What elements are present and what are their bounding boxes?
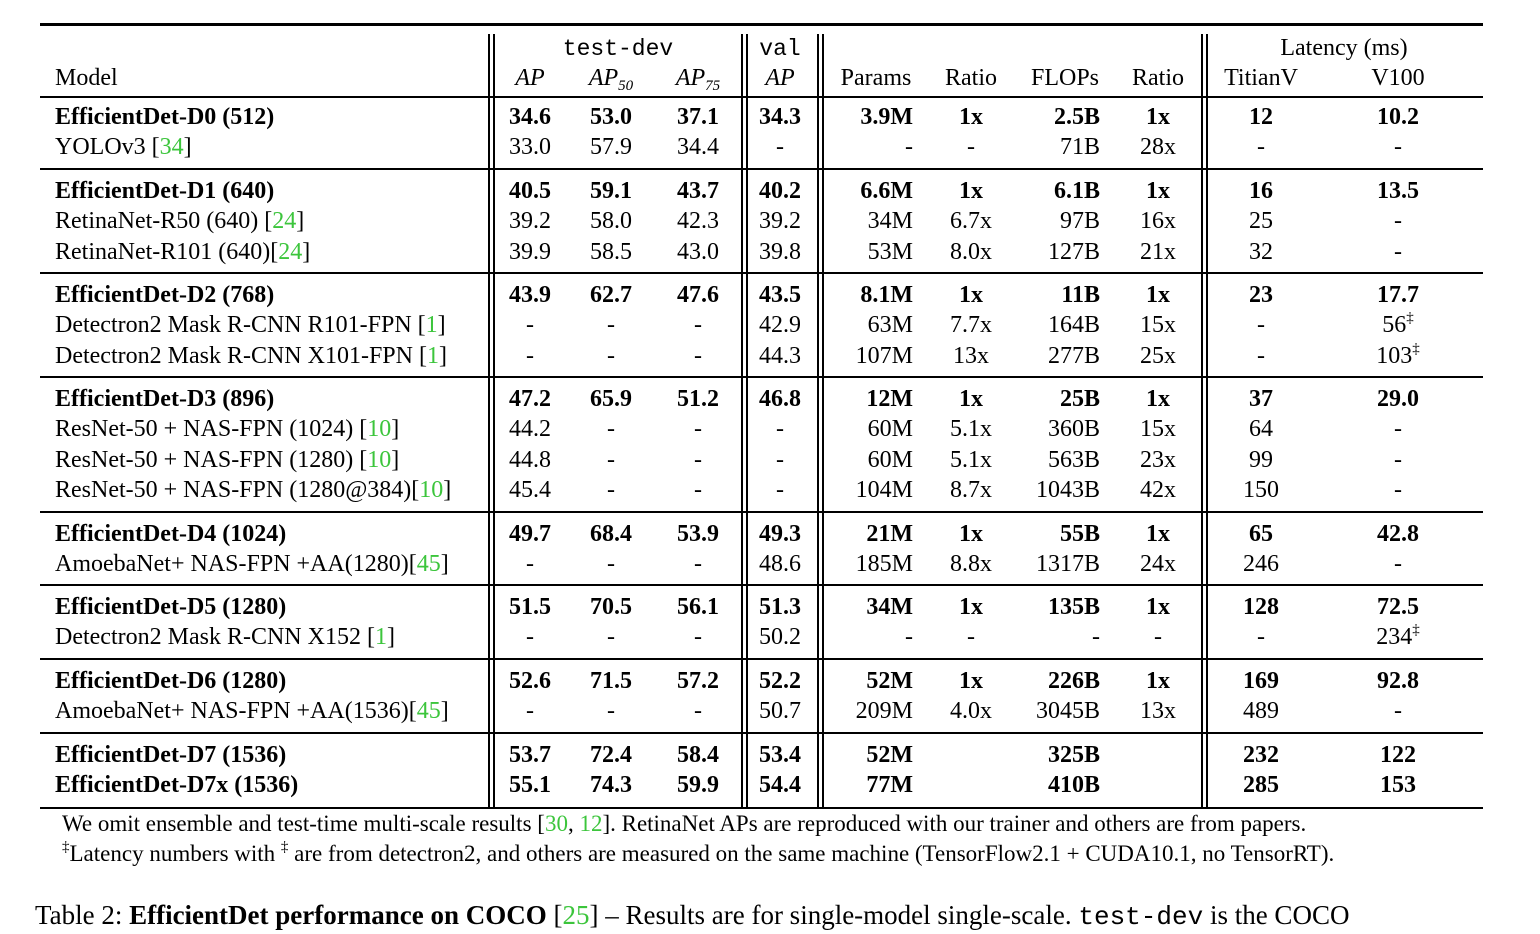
cell-v100: -: [1394, 208, 1402, 235]
group-rule: [40, 376, 1483, 378]
group-rule: [40, 272, 1483, 274]
cell-params: 185M: [855, 551, 913, 578]
citation-link[interactable]: 34: [159, 134, 184, 161]
group-rule: [40, 584, 1483, 586]
cell-v100: 56‡: [1382, 310, 1414, 339]
cell-ap50: -: [607, 551, 615, 578]
cell-ap50: -: [607, 624, 615, 651]
cell-model: AmoebaNet+ NAS-FPN +AA(1536)[45]: [55, 698, 449, 725]
cell-v100: -: [1394, 238, 1402, 265]
cell-flops-ratio: 1x: [1146, 282, 1170, 308]
cell-model: EfficientDet-D6 (1280): [55, 668, 287, 694]
cell-val-ap: 42.9: [759, 312, 801, 339]
header-params-ratio: Ratio: [945, 65, 997, 91]
citation-link[interactable]: 25: [562, 900, 590, 930]
cell-val-ap: 39.2: [759, 208, 801, 235]
cell-params-ratio: 5.1x: [950, 446, 992, 473]
cell-flops: 127B: [1047, 238, 1100, 265]
cell-ap: -: [526, 551, 534, 578]
cell-v100: 42.8: [1377, 521, 1419, 547]
cell-ap: 44.2: [509, 416, 551, 443]
note-line-1: We omit ensemble and test-time multi-scale results [30, 12]. RetinaNet APs are reproduced with our trainer and others are from papers.: [62, 811, 1307, 836]
cell-flops: 1043B: [1035, 477, 1100, 504]
cell-params-ratio: 6.7x: [950, 208, 992, 235]
cell-params: 107M: [855, 342, 913, 369]
cell-titanv: 169: [1243, 668, 1279, 694]
citation-link[interactable]: 45: [416, 698, 441, 725]
cell-ap50: -: [607, 342, 615, 369]
cell-params-ratio: 8.7x: [950, 477, 992, 504]
cell-ap75: 42.3: [677, 208, 719, 235]
cell-flops: 71B: [1059, 134, 1100, 161]
cell-flops: 6.1B: [1053, 178, 1100, 204]
cell-val-ap: -: [776, 446, 784, 473]
header-v100: V100: [1371, 65, 1425, 91]
cell-val-ap: 53.4: [759, 742, 801, 768]
cell-ap75: 57.2: [677, 668, 719, 694]
cell-v100: 72.5: [1377, 594, 1419, 620]
cell-model: EfficientDet-D2 (768): [55, 282, 275, 308]
citation-link[interactable]: 10: [419, 477, 444, 504]
cell-titanv: 285: [1243, 772, 1279, 799]
cell-v100: -: [1394, 698, 1402, 725]
header-flops-ratio: Ratio: [1132, 65, 1184, 91]
cell-flops: 3045B: [1035, 698, 1100, 725]
cell-flops-ratio: 16x: [1140, 208, 1176, 235]
cell-ap: 45.4: [509, 477, 551, 504]
cell-params: 8.1M: [860, 282, 913, 308]
cell-val-ap: -: [776, 477, 784, 504]
header-val: val: [759, 36, 801, 62]
cell-model: ResNet-50 + NAS-FPN (1280@384)[10]: [55, 477, 452, 504]
cell-flops: 410B: [1047, 772, 1100, 799]
header-ap: AP: [515, 65, 545, 91]
citation-link[interactable]: 1: [374, 624, 387, 651]
cell-flops-ratio: -: [1154, 624, 1162, 651]
cell-ap: -: [526, 624, 534, 651]
cell-ap: 53.7: [509, 742, 551, 768]
cell-v100: 103‡: [1376, 340, 1420, 369]
cell-ap: 40.5: [509, 178, 551, 204]
cell-v100: 234‡: [1376, 622, 1420, 651]
cell-ap: 39.2: [509, 208, 551, 235]
cell-val-ap: 50.2: [759, 624, 801, 651]
header-val-ap: AP: [765, 65, 795, 91]
cell-ap75: -: [694, 624, 702, 651]
cell-ap: 33.0: [509, 134, 551, 161]
cell-ap: 39.9: [509, 238, 551, 265]
cell-titanv: -: [1257, 342, 1265, 369]
top-rule: [40, 23, 1483, 26]
cell-titanv: 16: [1249, 178, 1273, 204]
cell-params: -: [905, 624, 913, 651]
cell-titanv: 232: [1243, 742, 1279, 768]
cell-params: 52M: [866, 668, 913, 694]
citation-link[interactable]: 24: [272, 208, 297, 235]
group-rule: [40, 732, 1483, 734]
cell-v100: 29.0: [1377, 386, 1419, 412]
cell-flops: 25B: [1059, 386, 1100, 412]
cell-ap: 34.6: [509, 104, 551, 130]
cell-v100: -: [1394, 477, 1402, 504]
cell-val-ap: 39.8: [759, 238, 801, 265]
cell-params-ratio: 7.7x: [950, 312, 992, 339]
cell-ap75: -: [694, 551, 702, 578]
citation-link[interactable]: 30: [544, 811, 568, 836]
cell-titanv: 23: [1249, 282, 1273, 308]
cell-ap75: 53.9: [677, 521, 719, 547]
group-rule: [40, 96, 1483, 98]
cell-flops: 11B: [1061, 282, 1100, 308]
cell-titanv: 12: [1249, 104, 1273, 130]
cell-val-ap: 46.8: [759, 386, 801, 412]
cell-flops: 1317B: [1035, 551, 1100, 578]
cell-params: 34M: [866, 594, 913, 620]
cell-flops: 55B: [1059, 521, 1100, 547]
cell-val-ap: -: [776, 416, 784, 443]
cell-ap: 55.1: [509, 772, 551, 799]
cell-ap: 52.6: [509, 668, 551, 694]
cell-flops: 135B: [1047, 594, 1100, 620]
cell-ap: 51.5: [509, 594, 551, 620]
cell-flops: 226B: [1047, 668, 1100, 694]
cell-titanv: 246: [1243, 551, 1279, 578]
column-rule: [741, 34, 743, 807]
cell-params-ratio: 1x: [959, 386, 983, 412]
header-titanv: TitianV: [1224, 65, 1298, 91]
cell-val-ap: 44.3: [759, 342, 801, 369]
cell-v100: 10.2: [1377, 104, 1419, 130]
cell-params: 60M: [867, 416, 913, 443]
cell-ap75: 59.9: [677, 772, 719, 799]
cell-flops-ratio: 1x: [1146, 594, 1170, 620]
cell-params: 53M: [867, 238, 913, 265]
cell-ap75: -: [694, 446, 702, 473]
cell-titanv: 25: [1249, 208, 1273, 235]
citation-link[interactable]: 1: [425, 312, 438, 339]
header-latency: Latency (ms): [1280, 35, 1408, 61]
cell-params-ratio: 1x: [959, 668, 983, 694]
cell-val-ap: 54.4: [759, 772, 801, 799]
cell-model: EfficientDet-D3 (896): [55, 386, 275, 412]
cell-titanv: 32: [1249, 238, 1273, 265]
cell-params: 104M: [855, 477, 913, 504]
group-rule: [40, 658, 1483, 660]
cell-val-ap: 43.5: [759, 282, 801, 308]
cell-val-ap: 50.7: [759, 698, 801, 725]
header-params: Params: [840, 65, 912, 91]
cell-params-ratio: 1x: [959, 178, 983, 204]
cell-ap75: -: [694, 477, 702, 504]
cell-titanv: 150: [1243, 477, 1279, 504]
cell-params-ratio: 8.0x: [950, 238, 992, 265]
cell-val-ap: 40.2: [759, 178, 801, 204]
column-rule: [1201, 34, 1203, 807]
column-rule: [1206, 34, 1208, 807]
cell-params: 34M: [867, 208, 913, 235]
cell-model: EfficientDet-D7 (1536): [55, 742, 287, 768]
cell-params: 63M: [867, 312, 913, 339]
cell-ap50: 71.5: [590, 668, 632, 694]
cell-ap50: -: [607, 312, 615, 339]
cell-ap50: -: [607, 698, 615, 725]
cell-val-ap: 51.3: [759, 594, 801, 620]
cell-v100: 122: [1380, 742, 1416, 768]
cell-titanv: 37: [1249, 386, 1273, 412]
cell-model: RetinaNet-R101 (640)[24]: [55, 238, 311, 265]
cell-model: ResNet-50 + NAS-FPN (1280) [10]: [55, 446, 400, 473]
cell-params: 6.6M: [860, 178, 913, 204]
cell-ap50: 58.5: [590, 238, 632, 265]
cell-flops-ratio: 24x: [1140, 551, 1176, 578]
cell-val-ap: 34.3: [759, 104, 801, 130]
cell-model: ResNet-50 + NAS-FPN (1024) [10]: [55, 416, 400, 443]
cell-params: 21M: [866, 521, 913, 547]
cell-v100: -: [1394, 134, 1402, 161]
cell-ap50: 65.9: [590, 386, 632, 412]
cell-ap75: -: [694, 342, 702, 369]
cell-titanv: -: [1257, 134, 1265, 161]
cell-flops-ratio: 28x: [1140, 134, 1176, 161]
header-ap50: $AP_{50}$: [588, 65, 634, 94]
cell-v100: 13.5: [1377, 178, 1419, 204]
cell-ap75: -: [694, 312, 702, 339]
cell-titanv: 128: [1243, 594, 1279, 620]
table-caption: Table 2: EfficientDet performance on COCO [25] – Results are for single-model single-scale. test-dev is the COCO: [35, 900, 1350, 932]
cell-titanv: 99: [1249, 446, 1273, 473]
cell-flops-ratio: 1x: [1146, 668, 1170, 694]
cell-ap75: 51.2: [677, 386, 719, 412]
cell-params: -: [905, 134, 913, 161]
cell-model: EfficientDet-D1 (640): [55, 178, 275, 204]
cell-val-ap: 49.3: [759, 521, 801, 547]
cell-ap50: 59.1: [590, 178, 632, 204]
cell-ap50: 53.0: [590, 104, 632, 130]
cell-ap: 44.8: [509, 446, 551, 473]
cell-ap50: 58.0: [590, 208, 632, 235]
cell-ap50: -: [607, 416, 615, 443]
cell-flops-ratio: 1x: [1146, 178, 1170, 204]
group-rule: [40, 168, 1483, 170]
cell-flops: 360B: [1047, 416, 1100, 443]
cell-flops: 563B: [1047, 446, 1100, 473]
header-ap75: $AP_{75}$: [675, 65, 721, 94]
cell-ap75: 58.4: [677, 742, 719, 768]
cell-model: Detectron2 Mask R-CNN X152 [1]: [55, 624, 395, 651]
header-model: Model: [55, 65, 118, 91]
column-rule: [822, 34, 824, 807]
cell-model: AmoebaNet+ NAS-FPN +AA(1280)[45]: [55, 551, 449, 578]
cell-flops-ratio: 15x: [1140, 416, 1176, 443]
cell-ap50: 72.4: [590, 742, 632, 768]
citation-link[interactable]: 24: [278, 238, 303, 265]
cell-titanv: 65: [1249, 521, 1273, 547]
cell-params-ratio: 13x: [953, 342, 989, 369]
cell-ap50: 57.9: [590, 134, 632, 161]
cell-flops-ratio: 23x: [1140, 446, 1176, 473]
citation-link[interactable]: 10: [367, 416, 392, 443]
cell-flops-ratio: 21x: [1140, 238, 1176, 265]
cell-model: Detectron2 Mask R-CNN X101-FPN [1]: [55, 342, 447, 369]
cell-titanv: -: [1257, 624, 1265, 651]
column-rule: [817, 34, 819, 807]
cell-flops: 2.5B: [1053, 104, 1100, 130]
cell-v100: 92.8: [1377, 668, 1419, 694]
cell-ap: -: [526, 698, 534, 725]
cell-params: 209M: [855, 698, 913, 725]
cell-titanv: 64: [1249, 416, 1273, 443]
cell-v100: -: [1394, 416, 1402, 443]
cell-params: 60M: [867, 446, 913, 473]
cell-ap: 43.9: [509, 282, 551, 308]
column-rule: [493, 34, 495, 807]
cell-model: RetinaNet-R50 (640) [24]: [55, 208, 305, 235]
cell-ap50: 62.7: [590, 282, 632, 308]
cell-ap50: -: [607, 446, 615, 473]
cell-titanv: 489: [1243, 698, 1279, 725]
header-testdev: test-dev: [562, 36, 674, 62]
cell-params-ratio: 1x: [959, 104, 983, 130]
cell-model: EfficientDet-D0 (512): [55, 104, 275, 130]
cell-flops-ratio: 1x: [1146, 521, 1170, 547]
cell-ap: 49.7: [509, 521, 551, 547]
cell-ap75: 56.1: [677, 594, 719, 620]
cell-params-ratio: 5.1x: [950, 416, 992, 443]
citation-link[interactable]: 12: [579, 811, 603, 836]
cell-params: 77M: [866, 772, 913, 799]
cell-model: EfficientDet-D5 (1280): [55, 594, 287, 620]
cell-params-ratio: 1x: [959, 282, 983, 308]
cell-flops-ratio: 13x: [1140, 698, 1176, 725]
cell-ap75: -: [694, 416, 702, 443]
citation-link[interactable]: 45: [416, 551, 441, 578]
citation-link[interactable]: 1: [426, 342, 439, 369]
cell-params: 12M: [866, 386, 913, 412]
header-flops: FLOPs: [1030, 65, 1100, 91]
cell-ap75: 47.6: [677, 282, 719, 308]
cell-ap50: 70.5: [590, 594, 632, 620]
cell-model: Detectron2 Mask R-CNN R101-FPN [1]: [55, 312, 446, 339]
cell-ap50: -: [607, 477, 615, 504]
cell-flops: -: [1092, 624, 1100, 651]
cell-params-ratio: 4.0x: [950, 698, 992, 725]
cell-flops: 277B: [1047, 342, 1100, 369]
cell-v100: -: [1394, 551, 1402, 578]
cell-model: EfficientDet-D7x (1536): [55, 772, 299, 799]
column-rule: [488, 34, 490, 807]
cell-ap: -: [526, 342, 534, 369]
cell-ap75: 43.7: [677, 178, 719, 204]
cell-params-ratio: 1x: [959, 521, 983, 547]
cell-v100: 17.7: [1377, 282, 1419, 308]
cell-params: 52M: [866, 742, 913, 768]
cell-flops: 325B: [1047, 742, 1100, 768]
group-rule: [40, 511, 1483, 513]
cell-flops-ratio: 1x: [1146, 386, 1170, 412]
cell-ap: 47.2: [509, 386, 551, 412]
cell-titanv: -: [1257, 312, 1265, 339]
cell-flops: 164B: [1047, 312, 1100, 339]
cell-val-ap: 52.2: [759, 668, 801, 694]
cell-val-ap: 48.6: [759, 551, 801, 578]
cell-ap75: -: [694, 698, 702, 725]
cell-model: YOLOv3 [34]: [55, 134, 192, 161]
cell-params-ratio: 8.8x: [950, 551, 992, 578]
cell-ap75: 43.0: [677, 238, 719, 265]
note-line-2: ‡Latency numbers with ‡ are from detectron2, and others are measured on the same machine (TensorFlow2.1 + CUDA10.1, no TensorRT).: [62, 839, 1335, 866]
cell-v100: 153: [1380, 772, 1416, 799]
cell-params-ratio: -: [967, 134, 975, 161]
cell-ap75: 34.4: [677, 134, 719, 161]
cell-flops-ratio: 25x: [1140, 342, 1176, 369]
cell-flops-ratio: 15x: [1140, 312, 1176, 339]
citation-link[interactable]: 10: [367, 446, 392, 473]
cell-model: EfficientDet-D4 (1024): [55, 521, 287, 547]
column-rule: [746, 34, 748, 807]
cell-flops-ratio: 42x: [1140, 477, 1176, 504]
cell-val-ap: -: [776, 134, 784, 161]
cell-params: 3.9M: [860, 104, 913, 130]
cell-ap50: 74.3: [590, 772, 632, 799]
cell-ap50: 68.4: [590, 521, 632, 547]
cell-v100: -: [1394, 446, 1402, 473]
cell-flops-ratio: 1x: [1146, 104, 1170, 130]
cell-ap: -: [526, 312, 534, 339]
cell-params-ratio: 1x: [959, 594, 983, 620]
cell-flops: 97B: [1059, 208, 1100, 235]
cell-ap75: 37.1: [677, 104, 719, 130]
cell-params-ratio: -: [967, 624, 975, 651]
